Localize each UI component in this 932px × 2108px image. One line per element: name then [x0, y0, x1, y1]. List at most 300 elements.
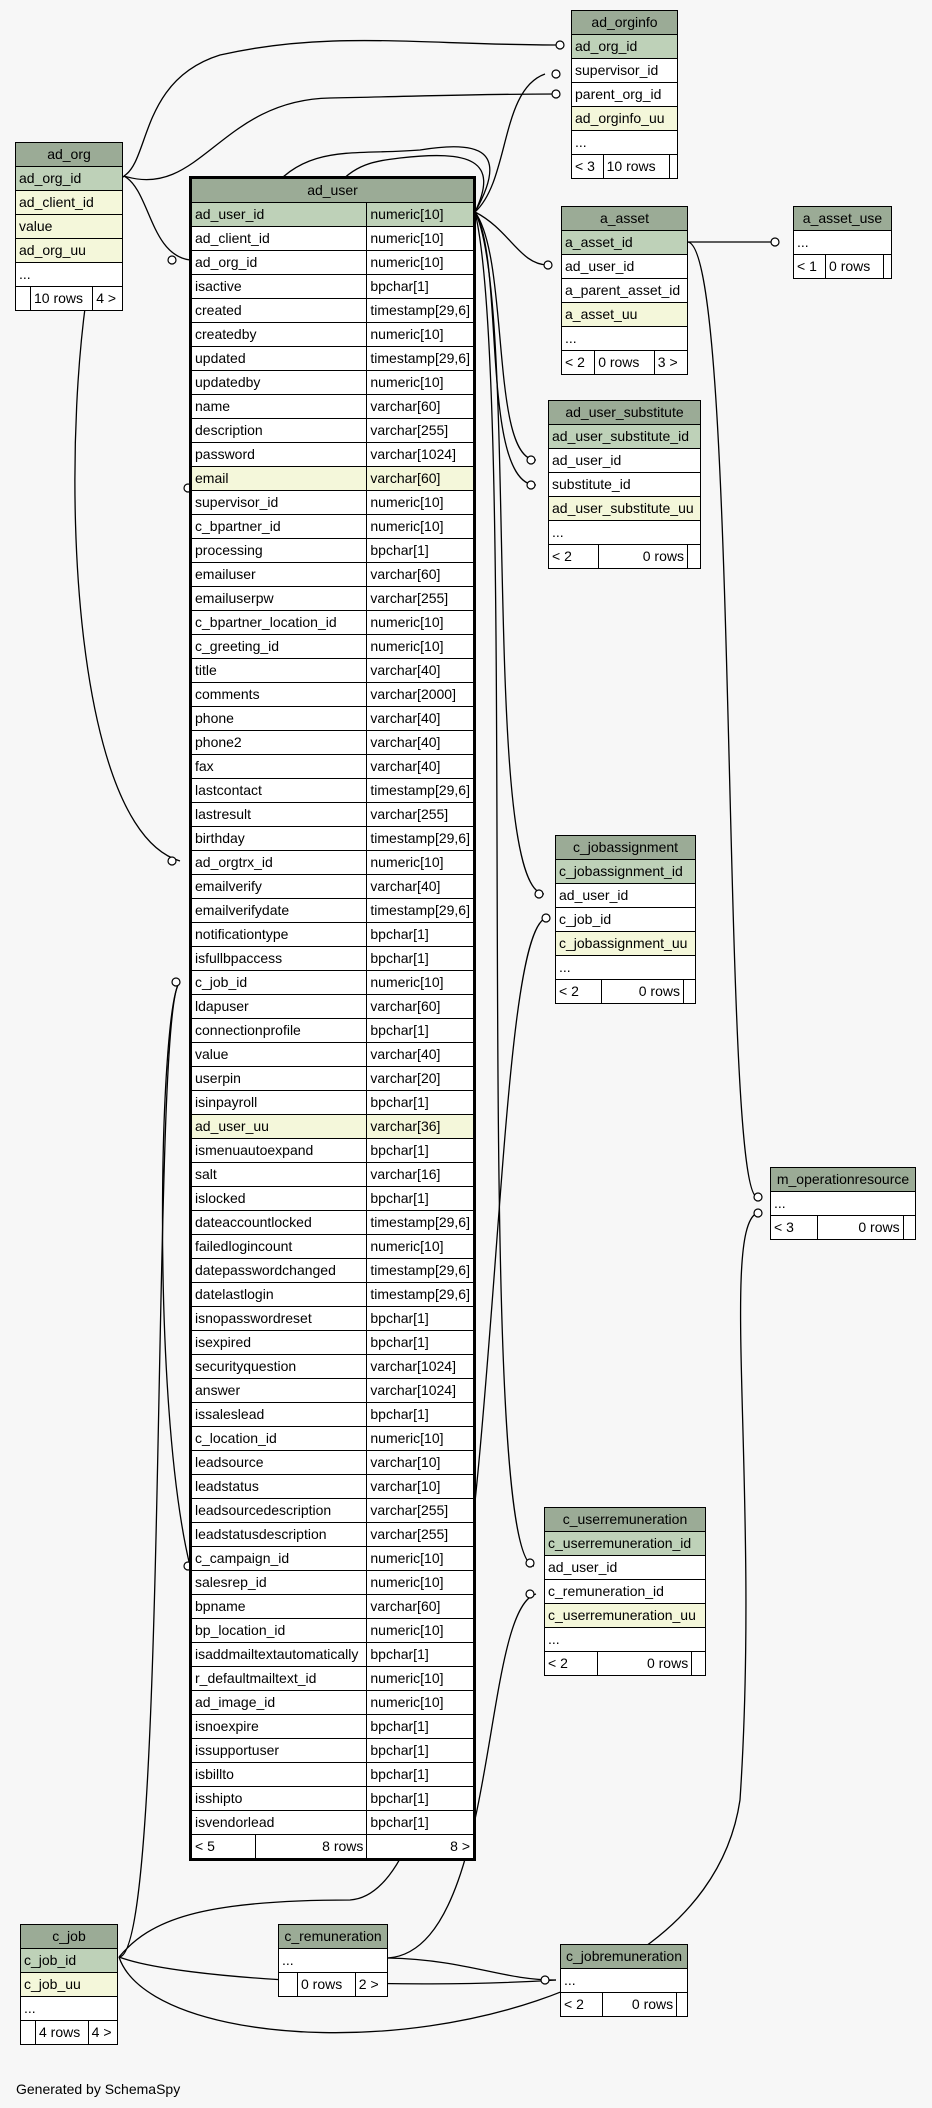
row-count: 10 rows [603, 155, 669, 179]
column-name: connectionprofile [191, 1019, 367, 1043]
column-name: emailverify [191, 875, 367, 899]
table-title[interactable]: ad_orginfo [572, 11, 678, 35]
column-name: islocked [191, 1187, 367, 1211]
column-row [191, 1715, 475, 1739]
row-count: 0 rows [597, 1652, 692, 1676]
column-name: c_greeting_id [191, 635, 367, 659]
column-type: varchar[1024] [367, 1379, 475, 1403]
column-type: varchar[40] [367, 1043, 475, 1067]
column-name: isbillto [191, 1763, 367, 1787]
more-columns: ... [556, 956, 696, 980]
column-row [191, 779, 475, 803]
column-type: bpchar[1] [367, 1763, 475, 1787]
column-name: updated [191, 347, 367, 371]
column-type: varchar[60] [367, 563, 475, 587]
fk-line [475, 212, 536, 485]
column-name: salesrep_id [191, 1571, 367, 1595]
children-count[interactable]: 4 > [93, 287, 123, 311]
column-row [191, 1475, 475, 1499]
unique-column: a_asset_uu [562, 303, 688, 327]
column-row [191, 1115, 475, 1139]
column-row [191, 875, 475, 899]
column-name: password [191, 443, 367, 467]
primary-key-column: ad_user_substitute_id [549, 425, 701, 449]
column-name: answer [191, 1379, 367, 1403]
column-row [191, 731, 475, 755]
column-type: varchar[1024] [367, 443, 475, 467]
primary-key-column: c_userremuneration_id [545, 1532, 706, 1556]
fk-line [163, 982, 191, 1566]
column-type: numeric[10] [367, 1667, 475, 1691]
column-name: leadstatus [191, 1475, 367, 1499]
more-columns: ... [561, 1969, 688, 1993]
fk-line [475, 212, 536, 460]
table-title[interactable]: a_asset_use [794, 207, 892, 231]
row-count: 0 rows [601, 980, 683, 1004]
parents-count[interactable]: < 2 [549, 545, 599, 569]
table-title[interactable]: c_userremuneration [545, 1508, 706, 1532]
table-title[interactable]: c_jobassignment [556, 836, 696, 860]
children-count[interactable] [683, 980, 695, 1004]
column-row [191, 1571, 475, 1595]
column-name: isinpayroll [191, 1091, 367, 1115]
column-type: timestamp[29,6] [367, 1283, 475, 1307]
column-name: ismenuautoexpand [191, 1139, 367, 1163]
column-type: bpchar[1] [367, 1811, 475, 1835]
column-type: numeric[10] [367, 371, 475, 395]
column-type: numeric[10] [367, 971, 475, 995]
column-type: varchar[60] [367, 395, 475, 419]
parents-count[interactable]: < 2 [561, 1993, 603, 2017]
column-row [191, 1595, 475, 1619]
column-name: isnoexpire [191, 1715, 367, 1739]
column-row [191, 1067, 475, 1091]
column-type: varchar[36] [367, 1115, 475, 1139]
column-row [191, 635, 475, 659]
column-name: leadstatusdescription [191, 1523, 367, 1547]
column-row [191, 1787, 475, 1811]
column-name: email [191, 467, 367, 491]
column-name: created [191, 299, 367, 323]
fk-line [124, 41, 560, 176]
column-name: userpin [191, 1067, 367, 1091]
column-type: bpchar[1] [367, 1187, 475, 1211]
column-row [191, 299, 475, 323]
column-row [191, 251, 475, 275]
parents-count[interactable]: < 3 [771, 1216, 818, 1240]
column-name: comments [191, 683, 367, 707]
column-row [191, 1811, 475, 1835]
column-type: timestamp[29,6] [367, 827, 475, 851]
primary-key-column: c_job_id [21, 1949, 118, 1973]
column-name: isnopasswordreset [191, 1307, 367, 1331]
parents-count[interactable]: < 1 [794, 255, 826, 279]
column-type: numeric[10] [367, 1235, 475, 1259]
column-row [191, 1379, 475, 1403]
column-name: c_job_id [191, 971, 367, 995]
column-row [191, 899, 475, 923]
column-type: bpchar[1] [367, 1091, 475, 1115]
table-m-operationresource[interactable] [770, 1167, 916, 1240]
column-name: emailverifydate [191, 899, 367, 923]
parents-count[interactable] [279, 1973, 298, 1997]
column-type: numeric[10] [367, 203, 475, 227]
column: c_job_id [556, 908, 696, 932]
column-row [191, 491, 475, 515]
unique-column: value [16, 215, 123, 239]
column-type: bpchar[1] [367, 1715, 475, 1739]
column-row [191, 1259, 475, 1283]
column: parent_org_id [572, 83, 678, 107]
column-type: numeric[10] [367, 323, 475, 347]
column-type: numeric[10] [367, 491, 475, 515]
column-type: bpchar[1] [367, 275, 475, 299]
column-row [191, 1739, 475, 1763]
more-columns: ... [572, 131, 678, 155]
column-type: timestamp[29,6] [367, 299, 475, 323]
column-name: value [191, 1043, 367, 1067]
column-name: emailuserpw [191, 587, 367, 611]
column-type: varchar[255] [367, 803, 475, 827]
more-columns: ... [794, 231, 892, 255]
table-ad-user[interactable] [189, 176, 476, 1861]
children-count[interactable] [669, 155, 677, 179]
primary-key-column: ad_org_id [572, 35, 678, 59]
column-name: name [191, 395, 367, 419]
table-title[interactable]: c_jobremuneration [561, 1945, 688, 1969]
column-name: supervisor_id [191, 491, 367, 515]
column-row [191, 419, 475, 443]
column-row [191, 851, 475, 875]
column-row [191, 1043, 475, 1067]
children-count[interactable]: 3 > [654, 351, 687, 375]
fk-line [688, 242, 757, 1197]
column-row [191, 1307, 475, 1331]
column-type: varchar[60] [367, 467, 475, 491]
table-title[interactable]: a_asset [562, 207, 688, 231]
more-columns: ... [21, 1997, 118, 2021]
column-type: numeric[10] [367, 851, 475, 875]
column-type: bpchar[1] [367, 1139, 475, 1163]
fk-line [475, 212, 534, 1566]
parents-count[interactable] [16, 287, 31, 311]
table-c-jobremuneration[interactable] [560, 1944, 688, 2017]
unique-column: ad_org_uu [16, 239, 123, 263]
column-row [191, 443, 475, 467]
column-name: ad_image_id [191, 1691, 367, 1715]
parents-count[interactable]: < 3 [572, 155, 604, 179]
table-ad-orginfo[interactable] [571, 10, 678, 179]
table-a-asset[interactable] [561, 206, 688, 375]
column-name: ad_client_id [191, 227, 367, 251]
children-count[interactable] [692, 1652, 706, 1676]
column-row [191, 563, 475, 587]
table-c-jobassignment[interactable] [555, 835, 696, 1004]
more-columns: ... [279, 1949, 388, 1973]
row-count: 10 rows [31, 287, 93, 311]
primary-key-column: a_asset_id [562, 231, 688, 255]
column-type: bpchar[1] [367, 539, 475, 563]
column-type: varchar[10] [367, 1475, 475, 1499]
column-name: c_bpartner_location_id [191, 611, 367, 635]
column-name: leadsourcedescription [191, 1499, 367, 1523]
column-row [191, 323, 475, 347]
column-type: varchar[40] [367, 731, 475, 755]
table-c-remuneration[interactable] [278, 1924, 388, 1997]
column-name: isaddmailtextautomatically [191, 1643, 367, 1667]
column-row [191, 803, 475, 827]
column-name: ad_orgtrx_id [191, 851, 367, 875]
column-row [191, 1139, 475, 1163]
column-name: datepasswordchanged [191, 1259, 367, 1283]
table-title[interactable]: c_remuneration [279, 1925, 388, 1949]
column-type: numeric[10] [367, 1619, 475, 1643]
fk-line [124, 94, 556, 180]
column-name: processing [191, 539, 367, 563]
column-row [191, 371, 475, 395]
column-type: varchar[16] [367, 1163, 475, 1187]
parents-count[interactable]: < 2 [545, 1652, 598, 1676]
column-row [191, 1187, 475, 1211]
column-name: emailuser [191, 563, 367, 587]
column-name: ldapuser [191, 995, 367, 1019]
column-row [191, 1451, 475, 1475]
column-type: numeric[10] [367, 1571, 475, 1595]
column-row [191, 923, 475, 947]
column-row [191, 683, 475, 707]
column-name: description [191, 419, 367, 443]
column-type: numeric[10] [367, 515, 475, 539]
column-type: timestamp[29,6] [367, 779, 475, 803]
column: substitute_id [549, 473, 701, 497]
column-row [191, 1283, 475, 1307]
column: supervisor_id [572, 59, 678, 83]
more-columns: ... [16, 263, 123, 287]
column-type: bpchar[1] [367, 1307, 475, 1331]
column-name: r_defaultmailtext_id [191, 1667, 367, 1691]
column-row [191, 707, 475, 731]
column-type: varchar[255] [367, 1499, 475, 1523]
column-type: bpchar[1] [367, 1643, 475, 1667]
column-type: numeric[10] [367, 1427, 475, 1451]
column-name: issupportuser [191, 1739, 367, 1763]
column-name: updatedby [191, 371, 367, 395]
column-row [191, 395, 475, 419]
column-name: isactive [191, 275, 367, 299]
children-count[interactable]: 4 > [88, 2021, 117, 2045]
column-name: c_campaign_id [191, 1547, 367, 1571]
column-type: numeric[10] [367, 227, 475, 251]
table-title[interactable]: ad_user [191, 178, 475, 203]
children-count[interactable]: 8 > [367, 1835, 475, 1860]
column-row [191, 995, 475, 1019]
unique-column: ad_user_substitute_uu [549, 497, 701, 521]
unique-column: c_job_uu [21, 1973, 118, 1997]
children-count[interactable] [687, 545, 700, 569]
generator-credit: Generated by SchemaSpy [16, 2081, 181, 2097]
column-type: timestamp[29,6] [367, 1211, 475, 1235]
column-type: numeric[10] [367, 611, 475, 635]
column-type: timestamp[29,6] [367, 1259, 475, 1283]
column-name: bpname [191, 1595, 367, 1619]
more-columns: ... [545, 1628, 706, 1652]
children-count[interactable]: 2 > [355, 1973, 387, 1997]
table-a-asset-use[interactable] [793, 206, 892, 279]
table-c-job[interactable] [20, 1924, 118, 2045]
row-count: 4 rows [36, 2021, 89, 2045]
column-row [191, 827, 475, 851]
primary-key-column: ad_org_id [16, 167, 123, 191]
more-columns: ... [562, 327, 688, 351]
column-type: varchar[40] [367, 707, 475, 731]
parents-count[interactable]: < 2 [562, 351, 595, 375]
children-count[interactable] [677, 1993, 688, 2017]
column-row [191, 587, 475, 611]
column-name: isvendorlead [191, 1811, 367, 1835]
table-title[interactable]: ad_user_substitute [549, 401, 701, 425]
column-name: lastresult [191, 803, 367, 827]
row-count: 0 rows [298, 1973, 356, 1997]
column-type: bpchar[1] [367, 1739, 475, 1763]
column-type: numeric[10] [367, 251, 475, 275]
fk-line [475, 212, 548, 265]
column-row [191, 347, 475, 371]
column-name: isfullbpaccess [191, 947, 367, 971]
column-row [191, 1331, 475, 1355]
column-row [191, 1019, 475, 1043]
column-row [191, 1235, 475, 1259]
row-count: 0 rows [818, 1216, 903, 1240]
column-row [191, 515, 475, 539]
column-row [191, 1763, 475, 1787]
unique-column: c_userremuneration_uu [545, 1604, 706, 1628]
fk-line [388, 1958, 556, 1980]
row-count: 0 rows [595, 351, 655, 375]
children-count[interactable] [883, 255, 891, 279]
column-name: isshipto [191, 1787, 367, 1811]
column-type: bpchar[1] [367, 947, 475, 971]
column-row [191, 755, 475, 779]
column-name: ad_user_uu [191, 1115, 367, 1139]
column-name: lastcontact [191, 779, 367, 803]
column: ad_user_id [562, 255, 688, 279]
column-name: bp_location_id [191, 1619, 367, 1643]
column-name: createdby [191, 323, 367, 347]
column-type: varchar[255] [367, 419, 475, 443]
table-c-userremuneration[interactable] [544, 1507, 706, 1676]
column-name: leadsource [191, 1451, 367, 1475]
column-type: varchar[255] [367, 587, 475, 611]
fk-line [475, 212, 544, 894]
column-type: numeric[10] [367, 1547, 475, 1571]
row-count: 0 rows [602, 1993, 677, 2017]
column-row [191, 1643, 475, 1667]
column-row [191, 1091, 475, 1115]
column-type: varchar[40] [367, 875, 475, 899]
column-row [191, 1211, 475, 1235]
column-type: varchar[10] [367, 1451, 475, 1475]
column-row [191, 203, 475, 227]
row-count: 8 rows [255, 1835, 367, 1860]
column-name: issaleslead [191, 1403, 367, 1427]
column-type: numeric[10] [367, 1691, 475, 1715]
column-row [191, 275, 475, 299]
column-name: salt [191, 1163, 367, 1187]
table-ad-user-substitute[interactable] [548, 400, 701, 569]
column-row [191, 1355, 475, 1379]
column-type: varchar[20] [367, 1067, 475, 1091]
column-row [191, 227, 475, 251]
column: ad_user_id [556, 884, 696, 908]
column-name: notificationtype [191, 923, 367, 947]
column: a_parent_asset_id [562, 279, 688, 303]
column-name: dateaccountlocked [191, 1211, 367, 1235]
unique-column: ad_orginfo_uu [572, 107, 678, 131]
parents-count[interactable]: < 5 [191, 1835, 256, 1860]
column-type: timestamp[29,6] [367, 899, 475, 923]
column-row [191, 1523, 475, 1547]
table-title[interactable]: c_job [21, 1925, 118, 1949]
column: c_remuneration_id [545, 1580, 706, 1604]
column-type: varchar[1024] [367, 1355, 475, 1379]
column-name: phone2 [191, 731, 367, 755]
column: ad_user_id [549, 449, 701, 473]
column-row [191, 1667, 475, 1691]
primary-key-column: c_jobassignment_id [556, 860, 696, 884]
column-name: c_bpartner_id [191, 515, 367, 539]
table-title[interactable]: m_operationresource [771, 1168, 916, 1192]
column-name: datelastlogin [191, 1283, 367, 1307]
fk-line [124, 176, 190, 260]
parents-count[interactable]: < 2 [556, 980, 602, 1004]
fk-line [475, 74, 545, 212]
column-row [191, 1691, 475, 1715]
column-name: fax [191, 755, 367, 779]
table-title[interactable]: ad_org [16, 143, 123, 167]
row-count: 0 rows [598, 545, 687, 569]
column-row [191, 1499, 475, 1523]
column-row [191, 947, 475, 971]
column-row [191, 467, 475, 491]
unique-column: ad_client_id [16, 191, 123, 215]
parents-count[interactable] [21, 2021, 36, 2045]
column-name: ad_user_id [191, 203, 367, 227]
column-type: bpchar[1] [367, 1019, 475, 1043]
column-name: securityquestion [191, 1355, 367, 1379]
children-count[interactable] [903, 1216, 915, 1240]
row-count: 0 rows [826, 255, 884, 279]
column-type: bpchar[1] [367, 1787, 475, 1811]
column-type: varchar[60] [367, 1595, 475, 1619]
column-type: varchar[60] [367, 995, 475, 1019]
column: ad_user_id [545, 1556, 706, 1580]
column-name: failedlogincount [191, 1235, 367, 1259]
column-type: timestamp[29,6] [367, 347, 475, 371]
column-row [191, 1163, 475, 1187]
column-type: bpchar[1] [367, 923, 475, 947]
column-name: ad_org_id [191, 251, 367, 275]
column-row [191, 1547, 475, 1571]
column-type: numeric[10] [367, 635, 475, 659]
column-name: c_location_id [191, 1427, 367, 1451]
column-name: birthday [191, 827, 367, 851]
unique-column: c_jobassignment_uu [556, 932, 696, 956]
more-columns: ... [549, 521, 701, 545]
table-ad-org[interactable] [15, 142, 123, 311]
column-type: varchar[40] [367, 659, 475, 683]
column-name: phone [191, 707, 367, 731]
column-row [191, 539, 475, 563]
